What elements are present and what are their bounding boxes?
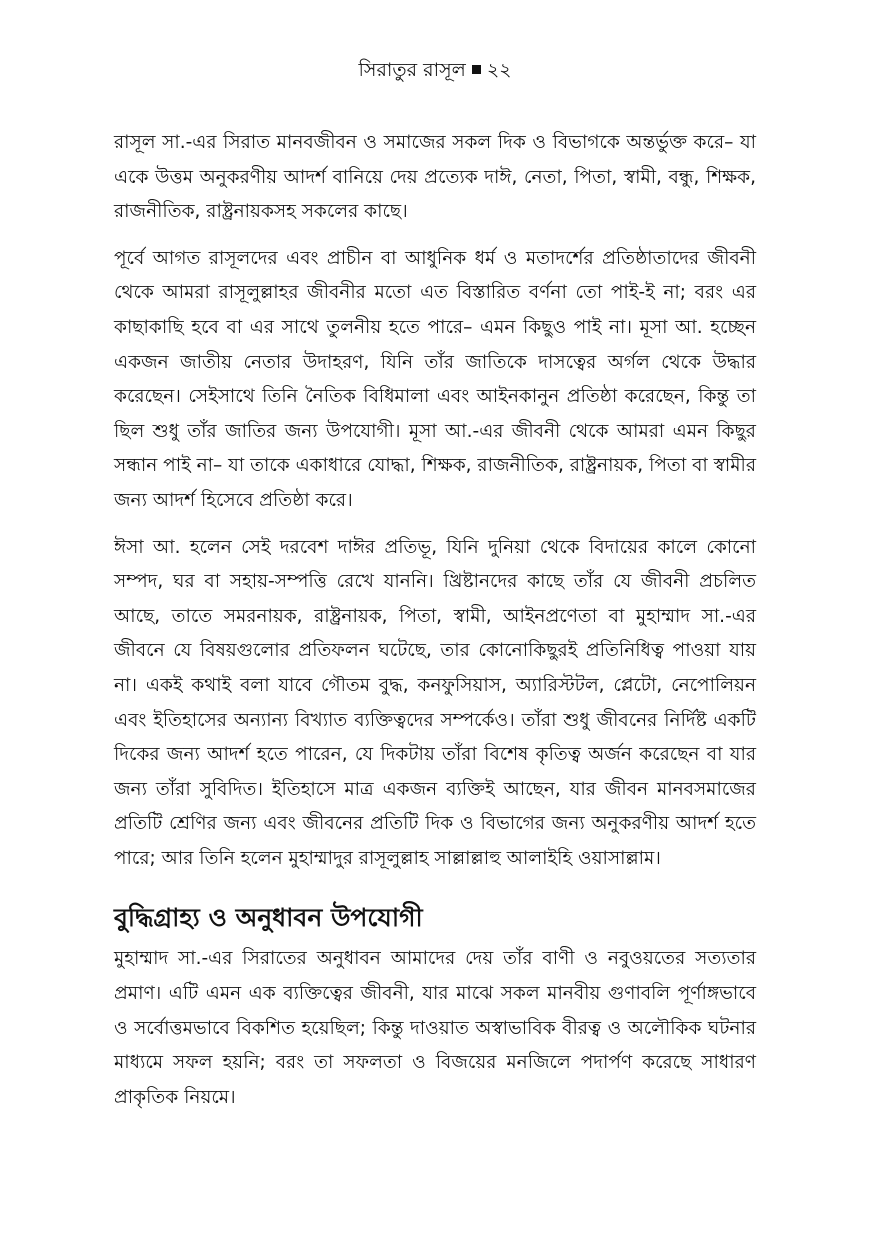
section-heading: বুদ্ধিগ্রাহ্য ও অনুধাবন উপযোগী — [114, 903, 423, 933]
paragraph-2: পূর্বে আগত রাসূলদের এবং প্রাচীন বা আধুনিক ধর্ম ও মতাদর্শের প্রতিষ্ঠাতাদের জীবনী থেকে আমরা রাসূলুল্লাহর জীবনীর মতো এত বিস্তারিত বর্ণনা তো পাই-ই না; বরং এর কাছাকাছি হবে বা এর সাথে তুলনীয় হতে পারে– এমন কিছুও পাই না। মূসা আ. হচ্ছেন একজন জাতীয় নেতার উদাহরণ, যিনি তাঁর জাতিকে দাসত্বের অর্গল থেকে উদ্ধার করেছেন। সেইসাথে তিনি নৈতিক বিধিমালা এবং আইনকানুন প্রতিষ্ঠা করেছেন, কিন্তু তা ছিল শুধু তাঁর জাতির জন্য উপযোগী। মূসা আ.-এর জীবনী থেকে আমরা এমন কিছুর সন্ধান পাই না– যা তাকে একাধারে যোদ্ধা, শিক্ষক, রাজনীতিক, রাষ্ট্রনায়ক, পিতা বা স্বামীর জন্য আদর্শ হিসেবে প্রতিষ্ঠা করে। — [114, 247, 756, 511]
book-title: সিরাতুর রাসূল — [358, 59, 466, 81]
section-paragraph: মুহাম্মাদ সা.-এর সিরাতের অনুধাবন আমাদের দেয় তাঁর বাণী ও নবুওয়তের সত্যতার প্রমাণ। এটি এমন এক ব্যক্তিত্বের জীবনী, যার মাঝে সকল মানবীয় গুণাবলি পূর্ণাঙ্গভাবে ও সর্বোত্তমভাবে বিকশিত হয়েছিল; কিন্তু দাওয়াত অস্বাভাবিক বীরত্ব ও অলৌকিক ঘটনার মাধ্যমে সফল হয়নি; বরং তা সফলতা ও বিজয়ের মনজিলে পদার্পণ করেছে সাধারণ প্রাকৃতিক নিয়মে। — [114, 948, 756, 1108]
paragraph-3: ঈসা আ. হলেন সেই দরবেশ দাঈর প্রতিভূ, যিনি দুনিয়া থেকে বিদায়ের কালে কোনো সম্পদ, ঘর বা সহায়-সম্পত্তি রেখে যাননি। খ্রিষ্টানদের কাছে তাঁর যে জীবনী প্রচলিত আছে, তাতে সমরনায়ক, রাষ্ট্রনায়ক, পিতা, স্বামী, আইনপ্রণেতা বা মুহাম্মাদ সা.-এর জীবনে যে বিষয়গুলোর প্রতিফলন ঘটেছে, তার কোনোকিছুরই প্রতিনিধিত্ব পাওয়া যায় না। একই কথাই বলা যাবে গৌতম বুদ্ধ, কনফুসিয়াস, অ্যারিস্টটল, প্লেটো, নেপোলিয়ন এবং ইতিহাসের অন্যান্য বিখ্যাত ব্যক্তিত্বদের সম্পর্কেও। তাঁরা শুধু জীবনের নির্দিষ্ট একটি দিকের জন্য আদর্শ হতে পারেন, যে দিকটায় তাঁরা বিশেষ কৃতিত্ব অর্জন করেছেন বা যার জন্য তাঁরা সুবিদিত। ইতিহাসে মাত্র একজন ব্যক্তিই আছেন, যার জীবন মানবসমাজের প্রতিটি শ্রেণির জন্য এবং জীবনের প্রতিটি দিক ও বিভাগের জন্য অনুকরণীয় আদর্শ হতে পারে; আর তিনি হলেন মুহাম্মাদুর রাসূলুল্লাহ সাল্লাল্লাহু আলাইহি ওয়াসাল্লাম। — [114, 536, 756, 869]
page-body — [114, 126, 756, 1127]
page-number: ২২ — [486, 59, 512, 81]
separator-square-icon — [472, 65, 481, 74]
paragraph-1: রাসূল সা.-এর সিরাত মানবজীবন ও সমাজের সকল দিক ও বিভাগকে অন্তর্ভুক্ত করে– যা একে উত্তম অনুকরণীয় আদর্শ বানিয়ে দেয় প্রত্যেক দাঈ, নেতা, পিতা, স্বামী, বন্ধু, শিক্ষক, রাজনীতিক, রাষ্ট্রনায়কসহ সকলের কাছে। — [114, 132, 756, 223]
running-header — [0, 56, 870, 84]
